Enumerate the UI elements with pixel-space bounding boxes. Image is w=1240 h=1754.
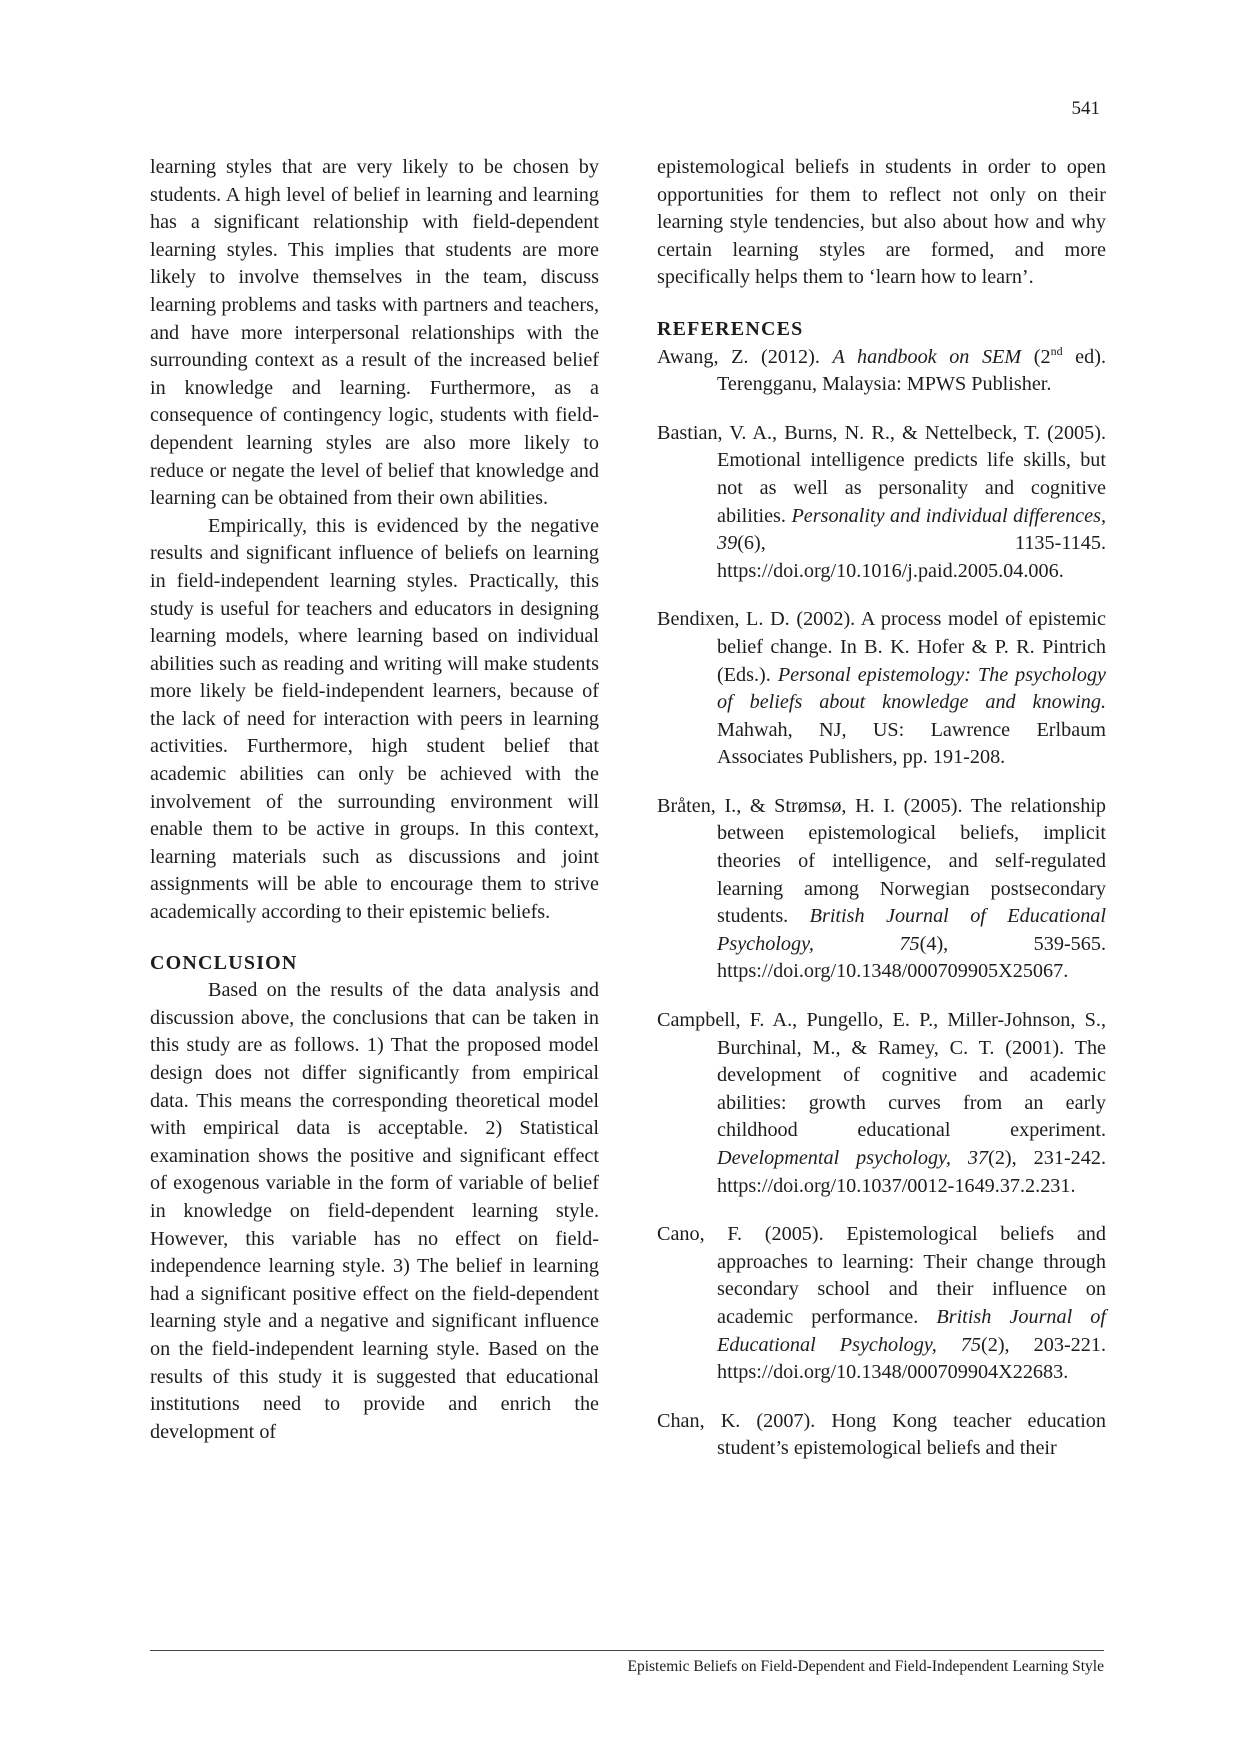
left-column — [150, 154, 599, 1446]
body-paragraph: Empirically, this is evidenced by the negative results and significant influence of beliefs on learning in field-independent learning styles. Practically, this study is useful for teachers and educators in designing learning models, where learning based on individual abilities such as reading and writing will make students more likely be field-independent learners, because of the lack of need for interaction with peers in learning activities. Furthermore, high student belief that academic abilities can only be achieved with the involvement of the surrounding environment will enable them to be active in groups. In this context, learning materials such as discussions and joint assignments will be able to encourage them to strive academically according to their epistemic beliefs. — [150, 514, 599, 924]
reference-entry — [657, 420, 1106, 586]
reference-text: (2 — [1021, 345, 1051, 368]
reference-text: (2), 231-242. https://doi.org/10.1037/0012-1649.37.2.231. — [717, 1147, 1106, 1197]
reference-text: Chan, K. (2007). Hong Kong teacher education student’s epistemological beliefs and their — [657, 1409, 1106, 1460]
footer-divider — [150, 1650, 1104, 1651]
reference-entry — [657, 606, 1106, 772]
reference-text: Bendixen, L. D. (2002). A process model of epistemic belief change. In B. K. Hofer & P. R. Pintrich (Eds.). — [657, 608, 1106, 686]
reference-text: Awang, Z. (2012). — [657, 345, 833, 368]
reference-title: Personal epistemology: The psychology of beliefs about knowledge and knowing. — [717, 663, 1106, 714]
reference-list — [657, 344, 1106, 1463]
reference-text: Bråten, I., & Strømsø, H. I. (2005). The relationship between epistemological beliefs, implicit theories of intelligence, and self-regulated learning among Norwegian postsecondary students. — [657, 794, 1106, 928]
reference-title: Developmental psychology, 37 — [717, 1147, 989, 1169]
conclusion-paragraph: Based on the results of the data analysis and discussion above, the conclusions that can be taken in this study are as follows. 1) That the proposed model design does not differ significantly from empirical data. This means the corresponding theoretical model with empirical data is acceptable. 2) Statistical examination shows the positive and significant effect of exogenous variable in the form of variable of belief in knowledge on field-dependent learning style. However, this variable has no effect on field-independence learning style. 3) The belief in learning had a significant positive effect on the field-dependent learning style and a negative and significant influence on the field-independent learning style. Based on the results of this study it is suggested that educational institutions need to provide and enrich the development of — [150, 979, 599, 1443]
reference-text: Campbell, F. A., Pungello, E. P., Miller-Johnson, S., Burchinal, M., & Ramey, C. T. (2001). The development of cognitive and academic abilities: growth curves from an early childhood educational experiment. — [657, 1009, 1106, 1142]
reference-text: (6), 1135-1145. https://doi.org/10.1016/j.paid.2005.04.006. — [717, 532, 1106, 582]
reference-text: (4), 539-565. https://doi.org/10.1348/000709905X25067. — [717, 932, 1106, 983]
body-paragraph: learning styles that are very likely to be chosen by students. A high level of belief in learning and learning has a significant relationship with field-dependent learning styles. This implies that students are more likely to involve themselves in the team, discuss learning problems and tasks with partners and teachers, and have more interpersonal relationships with the surrounding context as a result of the increased belief in knowledge and learning. Furthermore, as a consequence of contingency logic, students with field-dependent learning styles are also more likely to reduce or negate the level of belief that knowledge and learning can be obtained from their own abilities. — [150, 156, 599, 510]
reference-text: Mahwah, NJ, US: Lawrence Erlbaum Associates Publishers, pp. 191-208. — [717, 718, 1106, 769]
reference-entry — [657, 1007, 1106, 1200]
reference-text: (2), 203-221. https://doi.org/10.1348/000709904X22683. — [717, 1333, 1106, 1384]
reference-text: ed). Terengganu, Malaysia: MPWS Publisher. — [717, 345, 1106, 396]
reference-entry — [657, 344, 1106, 399]
reference-title: British Journal of Educational Psychology, 75 — [717, 1305, 1106, 1356]
reference-title: British Journal of Educational Psychology, 75 — [717, 905, 1106, 955]
reference-entry — [657, 1221, 1106, 1387]
reference-title: Personality and individual differences, 39 — [717, 504, 1106, 555]
running-footer-title: Epistemic Beliefs on Field-Dependent and Field-Independent Learning Style — [627, 1658, 1104, 1675]
conclusion-heading: CONCLUSION — [150, 951, 298, 974]
reference-text: Bastian, V. A., Burns, N. R., & Nettelbeck, T. (2005). Emotional intelligence predicts life skills, but not as well as personality and cognitive abilities. — [657, 421, 1106, 527]
reference-text: Cano, F. (2005). Epistemological beliefs and approaches to learning: Their change through secondary school and their influence on academic performance. — [657, 1223, 1106, 1328]
body-paragraph: epistemological beliefs in students in order to open opportunities for them to reflect not only on their learning style tendencies, but also about how and why certain learning styles are formed, and more specifically helps them to ‘learn how to learn’. — [657, 156, 1106, 289]
reference-entry — [657, 1408, 1106, 1463]
reference-entry — [657, 793, 1106, 986]
reference-superscript: nd — [1050, 343, 1063, 358]
page-number: 541 — [1071, 98, 1100, 119]
references-heading: REFERENCES — [657, 317, 804, 340]
reference-title: A handbook on SEM — [832, 345, 1022, 368]
right-column — [657, 154, 1106, 1463]
